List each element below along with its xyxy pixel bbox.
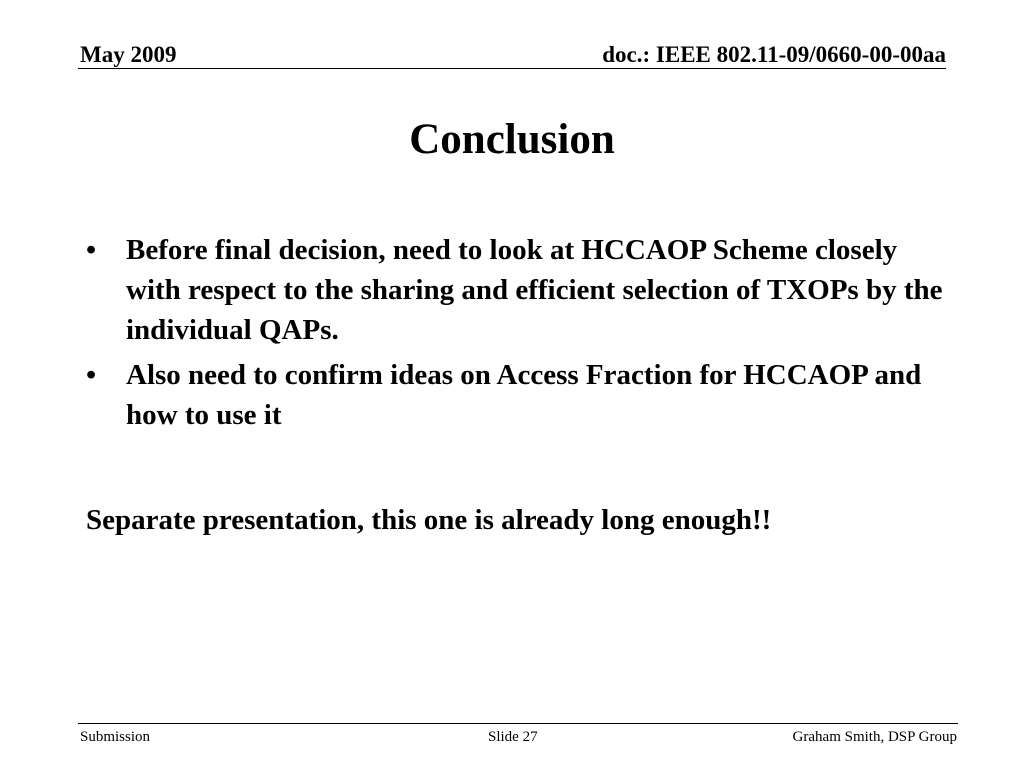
footer-divider (78, 723, 958, 724)
bullet-list (86, 230, 946, 440)
bullet-text: Also need to confirm ideas on Access Fraction for HCCAOP and how to use it (126, 359, 922, 431)
slide-number: Slide 27 (488, 729, 538, 745)
slide-title: Conclusion (409, 116, 615, 163)
bullet-item (86, 355, 946, 435)
bullet-text: Before final decision, need to look at HCCAOP Scheme closely with respect to the sharing and efficient selection of TXOPs by the individual QAPs. (126, 234, 943, 346)
header-divider (78, 68, 946, 69)
header-date: May 2009 (80, 42, 177, 67)
header-doc-id: doc.: IEEE 802.11-09/0660-00-00aa (602, 42, 946, 67)
footer-author: Graham Smith, DSP Group (792, 729, 957, 745)
footer-submission: Submission (80, 729, 151, 745)
bullet-item (86, 230, 946, 350)
bullet-icon: • (86, 359, 97, 391)
closing-note: Separate presentation, this one is already long enough!! (86, 504, 772, 536)
bullet-icon: • (86, 234, 97, 266)
